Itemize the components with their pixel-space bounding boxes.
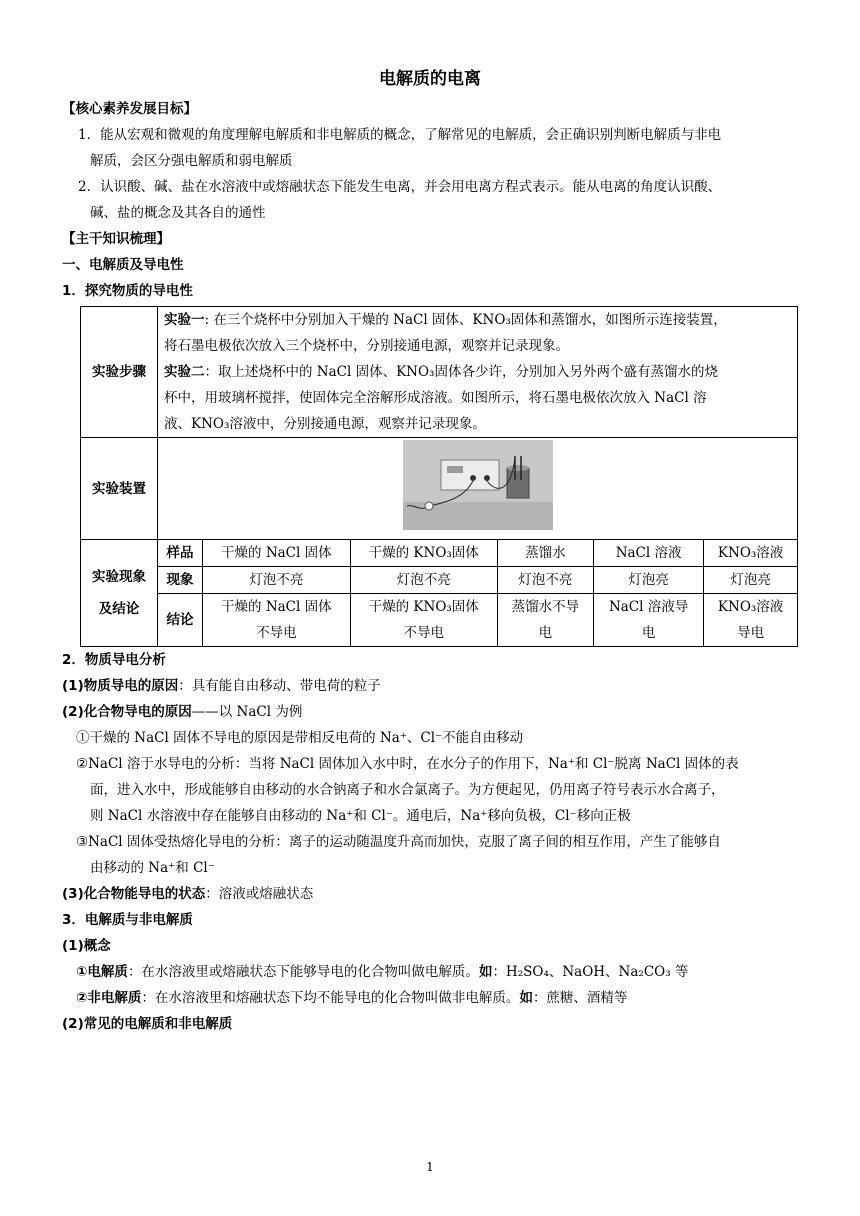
common-electrolytes-heading: (2)常见的电解质和非电解质: [62, 1016, 233, 1032]
conclusion-text: 干燥的 KNO₃固体: [368, 599, 479, 615]
conclusion-cell: [497, 594, 593, 647]
conclusion-text: NaCl 溶液导: [608, 599, 689, 615]
analysis-3-line1: ③NaCl 固体受热熔化导电的分析：离子的运动随温度升高而加快，克服了离子间的相互作用，产生了能够自: [76, 834, 721, 850]
apparatus-cell: [158, 438, 798, 540]
conclusion-text: KNO₃溶液: [717, 599, 784, 615]
exp2-line1: ：取上述烧杯中的 NaCl 固体、KNO₃固体各少许，分别加入另外两个盛有蒸馏水的烧: [204, 364, 718, 380]
analysis-3-line2: 由移动的 Na⁺和 Cl⁻: [90, 860, 215, 876]
apparatus-label: 实验装置: [81, 438, 158, 540]
analysis-1: ①干燥的 NaCl 固体不导电的原因是带相反电荷的 Na⁺、Cl⁻不能自由移动: [76, 730, 524, 746]
point-1-label: (1)物质导电的原因: [62, 678, 179, 694]
experiment-table: [80, 306, 798, 647]
point-1-text: ：具有能自由移动、带电荷的粒子: [178, 678, 381, 694]
point-2-text: ——以 NaCl 为例: [191, 704, 303, 720]
definition-2-text: ：在水溶液里和熔融状态下均不能导电的化合物叫做非电解质。: [141, 990, 520, 1006]
conclusion-cell: [350, 594, 497, 647]
results-label: [81, 540, 158, 647]
phenomenon-cell: 灯泡亮: [704, 567, 798, 594]
definition-2-eg-text: ：蔗糖、酒精等: [532, 990, 628, 1006]
sample-cell: 干燥的 NaCl 固体: [203, 540, 351, 567]
exp2-label: 实验二: [164, 364, 205, 380]
definition-1-eg: 如: [478, 964, 493, 980]
conclusion-label: 结论: [158, 594, 203, 647]
concept-heading: (1)概念: [62, 938, 111, 954]
sample-cell: KNO₃溶液: [704, 540, 798, 567]
phenomenon-cell: 灯泡不亮: [497, 567, 593, 594]
conclusion-cell: [593, 594, 703, 647]
phenomenon-cell: 灯泡不亮: [203, 567, 351, 594]
point-3-text: ：溶液或熔融状态: [205, 886, 314, 902]
conclusion-text: 干燥的 NaCl 固体: [221, 599, 332, 615]
definition-1-label: ①电解质: [76, 964, 128, 980]
phenomenon-cell: 灯泡不亮: [350, 567, 497, 594]
exp1-label: 实验一: [164, 312, 205, 328]
results-label-line2: 及结论: [98, 601, 140, 617]
definition-2-label: ②非电解质: [76, 990, 142, 1006]
sample-label: 样品: [158, 540, 203, 567]
phenomenon-label: 现象: [158, 567, 203, 594]
conclusion-text: 不导电: [256, 625, 297, 641]
page-number: 1: [426, 1160, 434, 1174]
goals-heading: 【核心素养发展目标】: [62, 101, 197, 117]
conclusion-text: 电: [538, 625, 553, 641]
point-2-label: (2)化合物导电的原因: [62, 704, 192, 720]
exp2-line2: 杯中，用玻璃杯搅拌，使固体完全溶解形成溶液。如图所示，将石墨电极依次放入 NaCl 溶: [164, 390, 707, 406]
conclusion-text: 电: [641, 625, 656, 641]
conclusion-text: 不导电: [403, 625, 444, 641]
analysis-2-line3: 则 NaCl 水溶液中存在能够自由移动的 Na⁺和 Cl⁻。通电后，Na⁺移向负极，Cl⁻移向正极: [90, 808, 631, 824]
steps-cell: [158, 307, 798, 438]
definition-1-text: ：在水溶液里或熔融状态下能够导电的化合物叫做电解质。: [127, 964, 479, 980]
goal-2-line2: 碱、盐的概念及其各自的通性: [90, 205, 266, 221]
definition-1-eg-text: ：H₂SO₄、NaOH、Na₂CO₃ 等: [492, 964, 689, 980]
subsection-2-heading: 2．物质导电分析: [62, 652, 166, 668]
page-title: 电解质的电离: [379, 69, 481, 89]
sample-cell: 干燥的 KNO₃固体: [350, 540, 497, 567]
sample-cell: NaCl 溶液: [593, 540, 703, 567]
conclusion-text: 导电: [737, 625, 765, 641]
conclusion-cell: [203, 594, 351, 647]
section-1-heading: 一、电解质及导电性: [62, 257, 184, 273]
results-label-line1: 实验现象: [92, 569, 146, 585]
conclusion-cell: [704, 594, 798, 647]
definition-2-eg: 如: [519, 990, 533, 1006]
subsection-1-heading: 1．探究物质的导电性: [62, 283, 193, 299]
point-3-label: (3)化合物能导电的状态: [62, 886, 206, 902]
exp2-line3: 液、KNO₃溶液中，分别接通电源，观察并记录现象。: [164, 416, 486, 432]
goal-1-line2: 解质，会区分强电解质和弱电解质: [90, 153, 293, 169]
apparatus-photo: [403, 440, 553, 530]
content: [62, 96, 802, 1037]
analysis-2-line1: ②NaCl 溶于水导电的分析：当将 NaCl 固体加入水中时，在水分子的作用下，Na⁺和 Cl⁻脱离 NaCl 固体的表: [76, 756, 739, 772]
steps-label: 实验步骤: [81, 307, 158, 438]
phenomenon-cell: 灯泡亮: [593, 567, 703, 594]
exp1-line1: : 在三个烧杯中分别加入干燥的 NaCl 固体、KNO₃固体和蒸馏水，如图所示连接装置，: [204, 312, 727, 328]
subsection-3-heading: 3．电解质与非电解质: [62, 912, 193, 928]
knowledge-heading: 【主干知识梳理】: [62, 231, 170, 247]
goal-1-line1: 1．能从宏观和微观的角度理解电解质和非电解质的概念，了解常见的电解质，会正确识别判断电解质与非电: [78, 127, 722, 143]
analysis-2-line2: 面，进入水中，形成能够自由移动的水合钠离子和水合氯离子。为方便起见，仍用离子符号表示水合离子，: [90, 782, 725, 798]
exp1-line2: 将石墨电极依次放入三个烧杯中，分别接通电源，观察并记录现象。: [164, 338, 569, 354]
sample-cell: 蒸馏水: [497, 540, 593, 567]
goal-2-line1: 2．认识酸、碱、盐在水溶液中或熔融状态下能发生电离，并会用电离方程式表示。能从电离的角度认识酸、: [78, 179, 722, 195]
conclusion-text: 蒸馏水不导: [511, 599, 580, 615]
